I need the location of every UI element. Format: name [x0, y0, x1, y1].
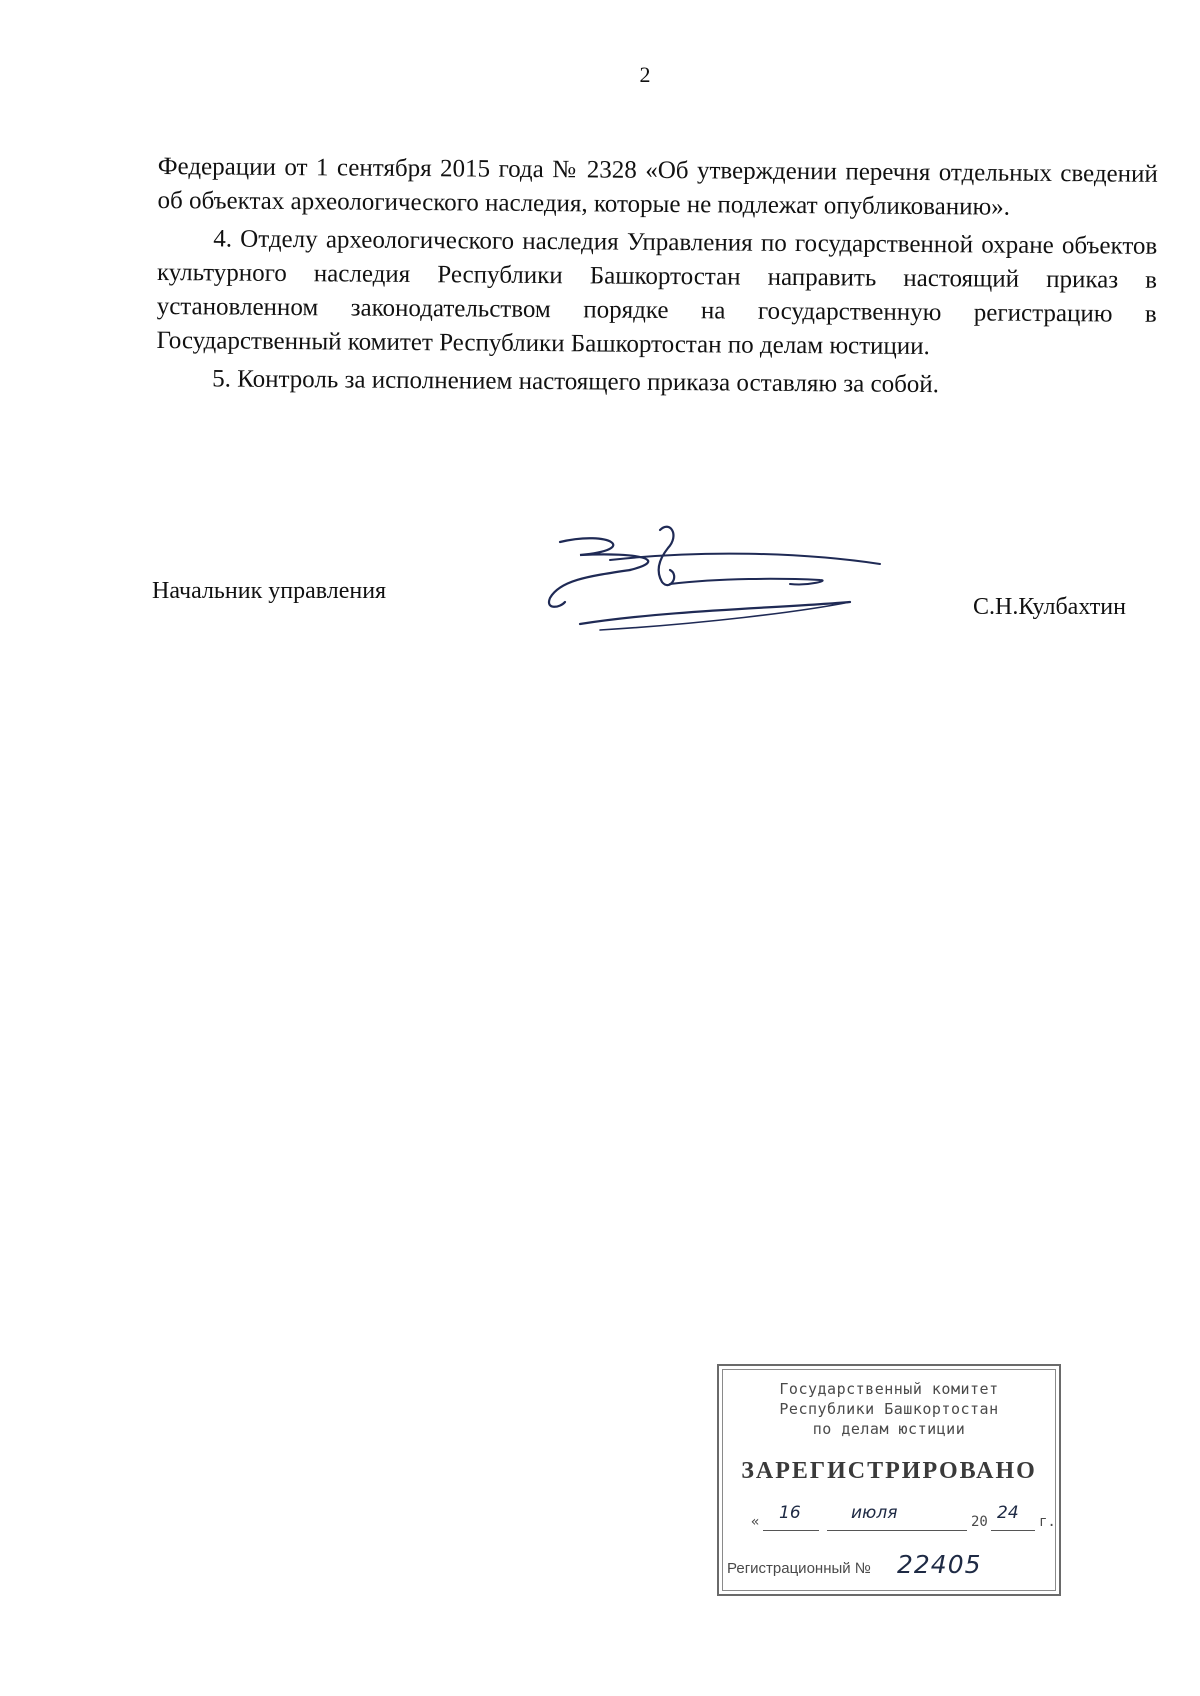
page-number: 2 — [639, 62, 651, 87]
stamp-status: ЗАРЕГИСТРИРОВАНО — [741, 1458, 1037, 1484]
stamp-date-suffix: г. — [1039, 1514, 1056, 1530]
stamp-date — [751, 1503, 1056, 1536]
handwritten-signature — [520, 520, 920, 640]
stamp-registration-label: Регистрационный № — [727, 1560, 871, 1577]
stamp-date-month: июля — [851, 1503, 898, 1523]
signatory-name: С.Н.Кулбахтин — [973, 594, 1126, 620]
stamp-date-year-prefix: 20 — [971, 1514, 988, 1530]
stamp-date-quote: « — [751, 1514, 760, 1530]
stamp-date-year-suffix: 24 — [997, 1503, 1019, 1523]
stamp-authority-line-1: Государственный комитет — [779, 1380, 999, 1398]
paragraph-item-5: 5. Контроль за исполнением настоящего приказа оставляю за собой. — [212, 365, 940, 399]
registration-stamp — [717, 1364, 1061, 1596]
document-body — [156, 150, 1158, 408]
paragraph-continuation: Федерации от 1 сентября 2015 года № 2328 «Об утверждении перечня отдельных сведений об объектах археологического наследия, которые не подлежат опубликованию». — [157, 152, 1158, 221]
signatory-title: Начальник управления — [152, 578, 387, 604]
paragraph-item-4: 4. Отделу археологического наследия Управления по государственной охране объектов культурного наследия Республики Башкортостан направить настоящий приказ в установленном законодательством порядке на государственную регистрацию в Государственный комитет Республики Башкортостан по делам юстиции. — [156, 225, 1158, 361]
stamp-authority-line-2: Республики Башкортостан — [779, 1400, 999, 1418]
signature-block — [0, 520, 1200, 640]
stamp-date-day: 16 — [779, 1503, 801, 1523]
stamp-registration — [727, 1552, 1047, 1582]
stamp-authority-line-3: по делам юстиции — [812, 1420, 966, 1438]
stamp-registration-number: 22405 — [897, 1550, 982, 1579]
